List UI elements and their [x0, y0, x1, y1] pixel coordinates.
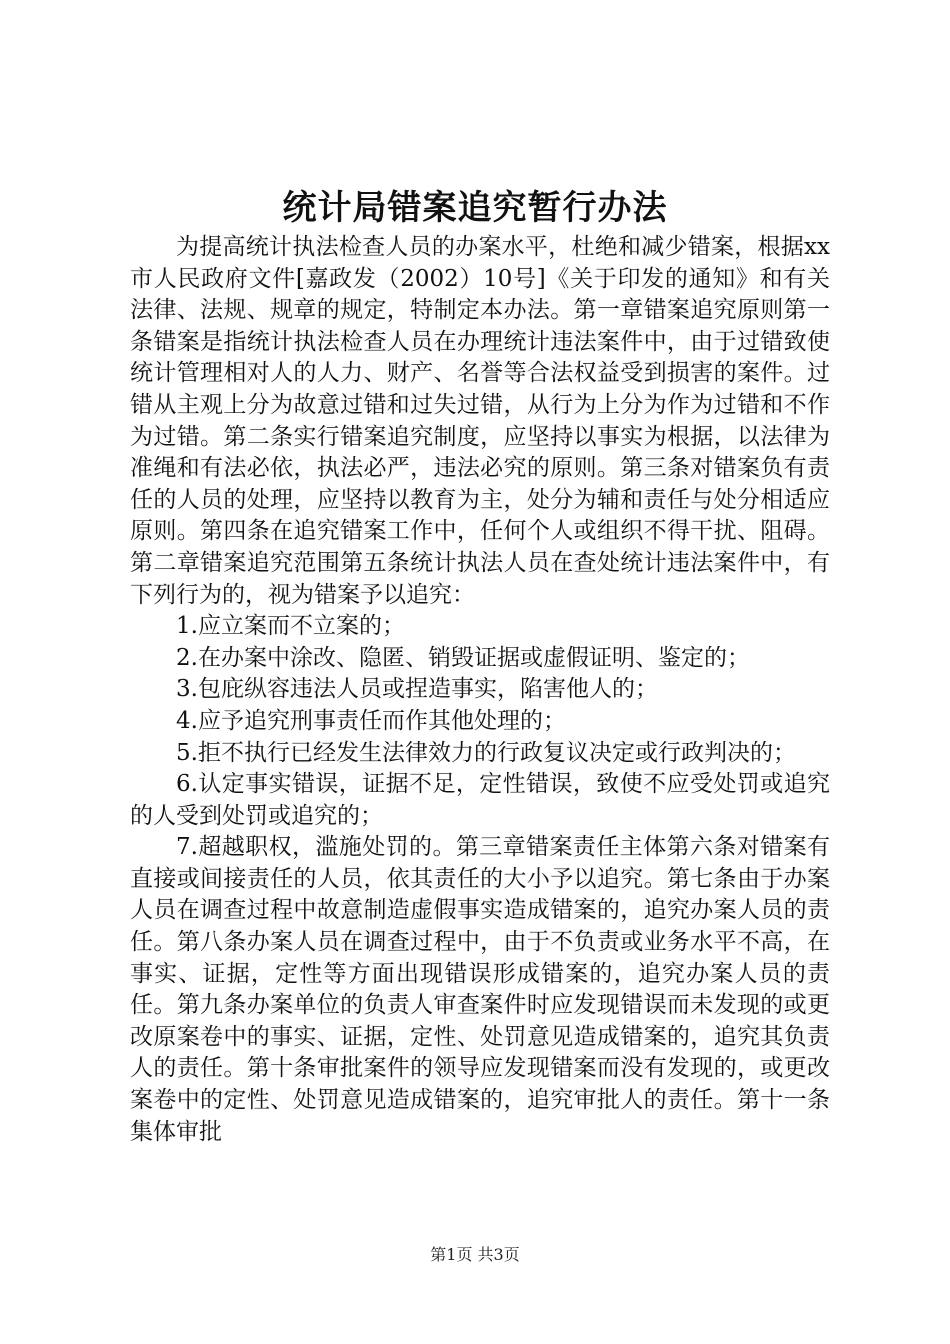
list-item-7: 7.超越职权，滥施处罚的。第三章错案责任主体第六条对错案有直接或间接责任的人员，依其责任的大小予以追究。第七条由于办案人员在调查过程中故意制造虚假事实造成错案的，追究办案人员的责任。第八条办案人员在调查过程中，由于不负责或业务水平不高，在事实、证据，定性等方面出现错误形成错案的，追究办案人员的责任。第九条办案单位的负责人审查案件时应发现错误而未发现的或更改原案卷中的事实、证据，定性、处罚意见造成错案的，追究其负责人的责任。第十条审批案件的领导应发现错案而没有发现的，或更改案卷中的定性、处罚意见造成错案的，追究审批人的责任。第十一条集体审批	[130, 834, 830, 1145]
page-footer: 第1页 共3页	[430, 1245, 520, 1264]
list-item-5: 5.拒不执行已经发生法律效力的行政复议决定或行政判决的；	[176, 739, 796, 766]
paragraph-intro: 为提高统计执法检查人员的办案水平，杜绝和减少错案，根据xx市人民政府文件[嘉政发（2002）10号]《关于印发的通知》和有关法律、法规、规章的规定，特制定本办法。第一章错案追究原则第一条错案是指统计执法检查人员在办理统计违法案件中，由于过错致使统计管理相对人的人力、财产、名誉等合法权益受到损害的案件。过错从主观上分为故意过错和过失过错，从行为上分为作为过错和不作为过错。第二条实行错案追究制度，应坚持以事实为根据，以法律为准绳和有法必依，执法必严，违法必究的原则。第三条对错案负有责任的人员的处理，应坚持以教育为主，处分为辅和责任与处分相适应原则。第四条在追究错案工作中，任何个人或组织不得干扰、阻碍。第二章错案追究范围第五条统计执法人员在查处统计违法案件中，有下列行为的，视为错案予以追究：	[130, 234, 830, 608]
list-item-6: 6.认定事实错误，证据不足，定性错误，致使不应受处罚或追究的人受到处罚或追究的；	[130, 771, 830, 829]
document-body	[130, 232, 830, 1148]
list-item-2: 2.在办案中涂改、隐匿、销毁证据或虚假证明、鉴定的；	[176, 644, 750, 671]
list-item-1: 1.应立案而不立案的；	[176, 613, 405, 640]
list-item-4: 4.应予追究刑事责任而作其他处理的；	[176, 707, 566, 734]
list-item-3: 3.包庇纵容违法人员或捏造事实，陷害他人的；	[176, 676, 658, 703]
document-title: 统计局错案追究暂行办法	[282, 188, 668, 228]
